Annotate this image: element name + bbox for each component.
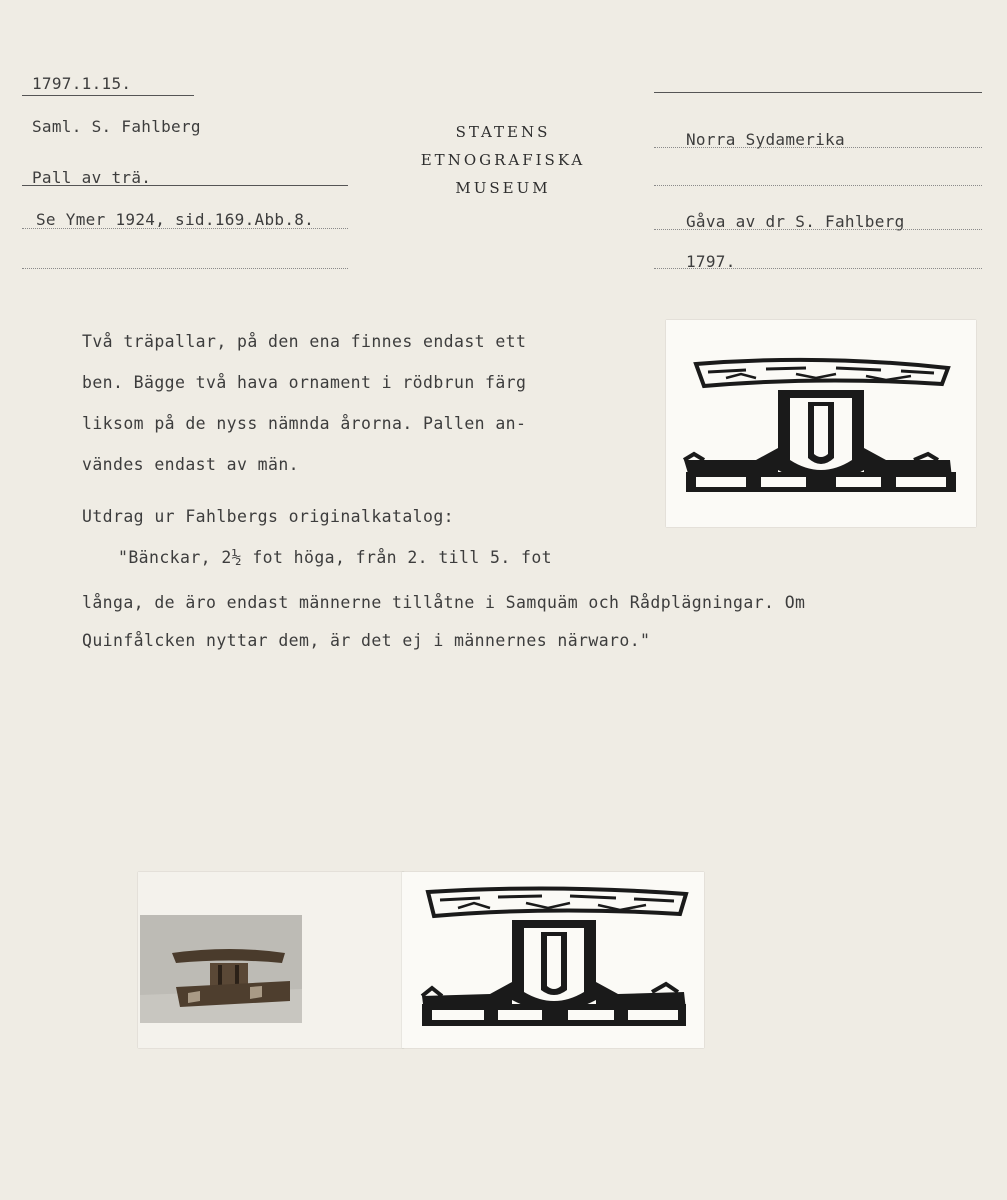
excerpt-heading: Utdrag ur Fahlbergs originalkatalog: [82, 507, 455, 526]
stool-drawing-card-bottom [402, 872, 704, 1048]
description-line: liksom på de nyss nämnda årorna. Pallen an- [82, 414, 527, 433]
year-dotted-rule [654, 268, 982, 269]
stool-photo [140, 915, 302, 1023]
catalog-number-rule [22, 95, 194, 96]
reference-text: Se Ymer 1924, sid.169.Abb.8. [36, 210, 315, 229]
object-text: Pall av trä. [32, 168, 152, 187]
description-line: vändes endast av män. [82, 455, 300, 474]
stool-photo-image [140, 915, 302, 1023]
catalog-number: 1797.1.15. [32, 74, 132, 93]
museum-line-2: ETNOGRAFISKA [420, 151, 586, 169]
blank-right-dotted-rule [654, 185, 982, 186]
blank-dotted-rule [22, 268, 348, 269]
stool-drawing [666, 320, 976, 527]
museum-line-3: MUSEUM [455, 179, 551, 197]
donor-dotted-rule [654, 229, 982, 230]
top-right-rule [654, 92, 982, 93]
region-dotted-rule [654, 147, 982, 148]
region-text: Norra Sydamerika [686, 130, 845, 149]
excerpt-line: "Bänckar, 2½ fot höga, från 2. till 5. fot [118, 548, 553, 567]
year-text: 1797. [686, 252, 736, 271]
description-line: ben. Bägge två hava ornament i rödbrun färg [82, 373, 527, 392]
excerpt-line: långa, de äro endast männerne tillåtne i Samquäm och Rådplägningar. Om [82, 593, 806, 612]
stool-drawing-card [666, 320, 976, 527]
donor-text: Gåva av dr S. Fahlberg [686, 212, 905, 231]
museum-line-1: STATENS [455, 123, 551, 141]
excerpt-line: Quinfålcken nyttar dem, är det ej i männernes närwaro." [82, 631, 651, 650]
museum-heading [392, 118, 614, 202]
stool-drawing-large [402, 872, 704, 1048]
photo-mount-card [138, 872, 404, 1048]
object-rule [22, 185, 348, 186]
reference-dotted-rule [22, 228, 348, 229]
collection-text: Saml. S. Fahlberg [32, 117, 201, 136]
description-line: Två träpallar, på den ena finnes endast ett [82, 332, 527, 351]
